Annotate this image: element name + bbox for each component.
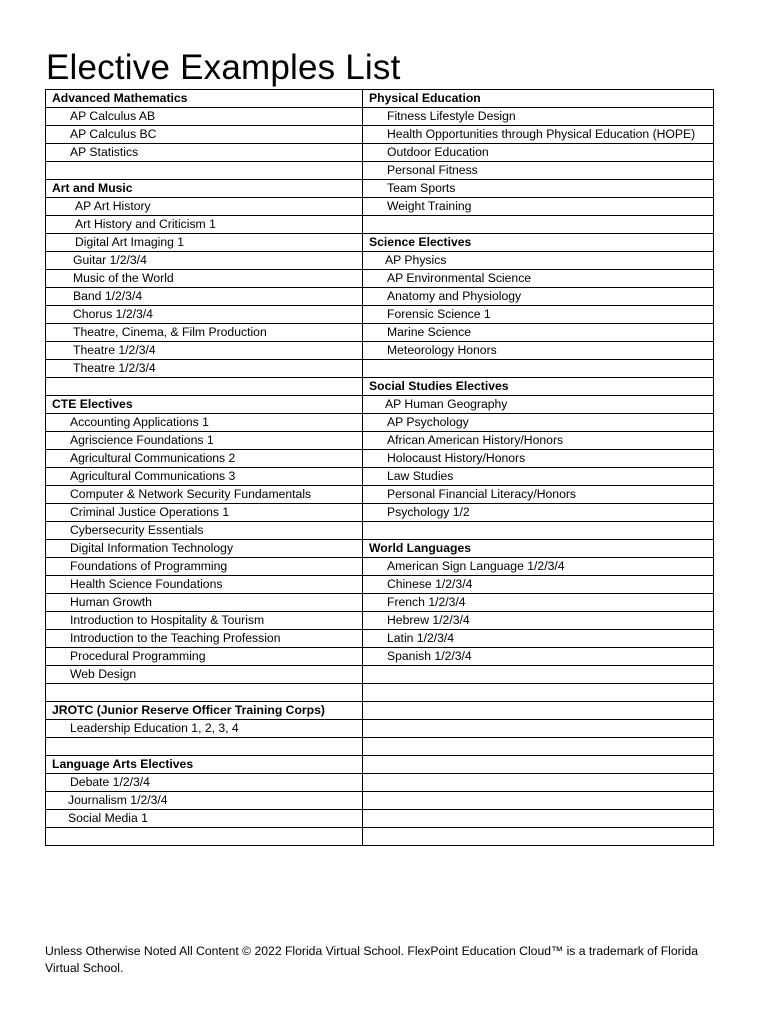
- right-column-cell: [363, 612, 714, 630]
- left-column-cell: [46, 594, 363, 612]
- left-column-cell: [46, 702, 363, 720]
- course-name: Theatre 1/2/3/4: [73, 361, 156, 375]
- left-column-cell: [46, 126, 363, 144]
- right-column-cell: [363, 162, 714, 180]
- table-row: [46, 180, 714, 198]
- course-name: Weight Training: [387, 199, 472, 213]
- table-row: [46, 774, 714, 792]
- right-column-cell: [363, 306, 714, 324]
- course-name: Forensic Science 1: [387, 307, 491, 321]
- course-name: Anatomy and Physiology: [387, 289, 522, 303]
- table-row: [46, 522, 714, 540]
- table-row: [46, 216, 714, 234]
- right-column-cell: [363, 648, 714, 666]
- course-name: AP Physics: [385, 253, 447, 267]
- course-name: Health Science Foundations: [70, 577, 223, 591]
- left-column-cell: [46, 612, 363, 630]
- course-name: Guitar 1/2/3/4: [73, 253, 147, 267]
- right-column-cell: [363, 774, 714, 792]
- table-row: [46, 738, 714, 756]
- left-column-cell: [46, 180, 363, 198]
- table-row: [46, 342, 714, 360]
- course-name: Psychology 1/2: [387, 505, 470, 519]
- left-column-cell: [46, 378, 363, 396]
- table-row: [46, 450, 714, 468]
- right-column-cell: [363, 792, 714, 810]
- right-column-cell: [363, 684, 714, 702]
- left-column-cell: [46, 576, 363, 594]
- table-row: [46, 486, 714, 504]
- course-name: American Sign Language 1/2/3/4: [387, 559, 565, 573]
- course-name: AP Calculus BC: [70, 127, 157, 141]
- right-column-cell: [363, 504, 714, 522]
- right-column-cell: [363, 540, 714, 558]
- left-column-cell: [46, 738, 363, 756]
- course-name: Holocaust History/Honors: [387, 451, 526, 465]
- course-name: Team Sports: [387, 181, 456, 195]
- course-name: Band 1/2/3/4: [73, 289, 143, 303]
- left-column-cell: [46, 342, 363, 360]
- table-row: [46, 306, 714, 324]
- left-column-cell: [46, 306, 363, 324]
- right-column-cell: [363, 342, 714, 360]
- course-name: Digital Art Imaging 1: [75, 235, 185, 249]
- left-column-cell: [46, 558, 363, 576]
- course-name: Theatre, Cinema, & Film Production: [73, 325, 267, 339]
- right-column-cell: [363, 396, 714, 414]
- table-row: [46, 126, 714, 144]
- category-heading: JROTC (Junior Reserve Officer Training Corps): [52, 703, 325, 717]
- right-column-cell: [363, 756, 714, 774]
- right-column-cell: [363, 126, 714, 144]
- course-name: Social Media 1: [68, 811, 148, 825]
- left-column-cell: [46, 144, 363, 162]
- category-heading: Advanced Mathematics: [52, 91, 188, 105]
- course-name: Health Opportunities through Physical Education (HOPE): [387, 127, 696, 141]
- course-name: Web Design: [70, 667, 137, 681]
- course-name: Spanish 1/2/3/4: [387, 649, 472, 663]
- course-name: Personal Fitness: [387, 163, 478, 177]
- right-column-cell: [363, 270, 714, 288]
- table-row: [46, 630, 714, 648]
- left-column-cell: [46, 234, 363, 252]
- right-column-cell: [363, 558, 714, 576]
- table-row: [46, 378, 714, 396]
- left-column-cell: [46, 522, 363, 540]
- course-name: AP Psychology: [387, 415, 469, 429]
- course-name: Criminal Justice Operations 1: [70, 505, 230, 519]
- left-column-cell: [46, 630, 363, 648]
- course-name: AP Human Geography: [385, 397, 508, 411]
- left-column-cell: [46, 162, 363, 180]
- right-column-cell: [363, 90, 714, 108]
- course-name: Digital Information Technology: [70, 541, 234, 555]
- table-row: [46, 468, 714, 486]
- table-row: [46, 576, 714, 594]
- right-column-cell: [363, 522, 714, 540]
- course-name: AP Environmental Science: [387, 271, 532, 285]
- right-column-cell: [363, 180, 714, 198]
- table-row: [46, 162, 714, 180]
- left-column-cell: [46, 774, 363, 792]
- left-column-cell: [46, 450, 363, 468]
- electives-table-body: [46, 90, 714, 846]
- left-column-cell: [46, 666, 363, 684]
- left-column-cell: [46, 324, 363, 342]
- table-row: [46, 360, 714, 378]
- right-column-cell: [363, 144, 714, 162]
- table-row: [46, 828, 714, 846]
- right-column-cell: [363, 360, 714, 378]
- table-row: [46, 720, 714, 738]
- right-column-cell: [363, 666, 714, 684]
- right-column-cell: [363, 702, 714, 720]
- table-row: [46, 666, 714, 684]
- right-column-cell: [363, 468, 714, 486]
- course-name: Agricultural Communications 3: [70, 469, 236, 483]
- course-name: AP Art History: [75, 199, 151, 213]
- right-column-cell: [363, 594, 714, 612]
- table-row: [46, 432, 714, 450]
- left-column-cell: [46, 414, 363, 432]
- category-heading: CTE Electives: [52, 397, 133, 411]
- table-row: [46, 288, 714, 306]
- right-column-cell: [363, 720, 714, 738]
- table-row: [46, 90, 714, 108]
- table-row: [46, 594, 714, 612]
- left-column-cell: [46, 504, 363, 522]
- course-name: Agriscience Foundations 1: [70, 433, 214, 447]
- course-name: Meteorology Honors: [387, 343, 497, 357]
- course-name: Marine Science: [387, 325, 471, 339]
- right-column-cell: [363, 630, 714, 648]
- course-name: Outdoor Education: [387, 145, 489, 159]
- right-column-cell: [363, 324, 714, 342]
- right-column-cell: [363, 288, 714, 306]
- category-heading: Language Arts Electives: [52, 757, 194, 771]
- course-name: AP Calculus AB: [70, 109, 156, 123]
- table-row: [46, 396, 714, 414]
- left-column-cell: [46, 540, 363, 558]
- left-column-cell: [46, 216, 363, 234]
- copyright-footer: Unless Otherwise Noted All Content © 2022 Florida Virtual School. FlexPoint Education Cloud™ is a trademark of Florida Virtual School.: [45, 944, 698, 975]
- table-row: [46, 756, 714, 774]
- course-name: Introduction to the Teaching Profession: [70, 631, 281, 645]
- course-name: Law Studies: [387, 469, 454, 483]
- table-row: [46, 792, 714, 810]
- right-column-cell: [363, 414, 714, 432]
- course-name: Debate 1/2/3/4: [70, 775, 150, 789]
- right-column-cell: [363, 450, 714, 468]
- left-column-cell: [46, 90, 363, 108]
- left-column-cell: [46, 432, 363, 450]
- course-name: Personal Financial Literacy/Honors: [387, 487, 576, 501]
- course-name: Foundations of Programming: [70, 559, 228, 573]
- left-column-cell: [46, 720, 363, 738]
- right-column-cell: [363, 108, 714, 126]
- left-column-cell: [46, 648, 363, 666]
- table-row: [46, 270, 714, 288]
- right-column-cell: [363, 378, 714, 396]
- course-name: Introduction to Hospitality & Tourism: [70, 613, 265, 627]
- right-column-cell: [363, 738, 714, 756]
- table-row: [46, 144, 714, 162]
- category-heading: Science Electives: [369, 235, 472, 249]
- course-name: Chorus 1/2/3/4: [73, 307, 153, 321]
- table-row: [46, 810, 714, 828]
- course-name: Leadership Education 1, 2, 3, 4: [70, 721, 239, 735]
- left-column-cell: [46, 684, 363, 702]
- left-column-cell: [46, 828, 363, 846]
- course-name: Chinese 1/2/3/4: [387, 577, 473, 591]
- left-column-cell: [46, 792, 363, 810]
- left-column-cell: [46, 252, 363, 270]
- table-row: [46, 414, 714, 432]
- table-row: [46, 684, 714, 702]
- course-name: French 1/2/3/4: [387, 595, 466, 609]
- table-row: [46, 648, 714, 666]
- right-column-cell: [363, 828, 714, 846]
- course-name: Art History and Criticism 1: [75, 217, 216, 231]
- right-column-cell: [363, 234, 714, 252]
- table-row: [46, 108, 714, 126]
- left-column-cell: [46, 198, 363, 216]
- category-heading: Physical Education: [369, 91, 481, 105]
- table-row: [46, 558, 714, 576]
- course-name: African American History/Honors: [387, 433, 564, 447]
- table-row: [46, 702, 714, 720]
- course-name: Hebrew 1/2/3/4: [387, 613, 470, 627]
- table-row: [46, 504, 714, 522]
- left-column-cell: [46, 108, 363, 126]
- course-name: AP Statistics: [70, 145, 139, 159]
- right-column-cell: [363, 432, 714, 450]
- left-column-cell: [46, 810, 363, 828]
- course-name: Human Growth: [70, 595, 152, 609]
- left-column-cell: [46, 270, 363, 288]
- course-name: Computer & Network Security Fundamentals: [70, 487, 312, 501]
- table-row: [46, 252, 714, 270]
- course-name: Theatre 1/2/3/4: [73, 343, 156, 357]
- course-name: Agricultural Communications 2: [70, 451, 236, 465]
- table-row: [46, 324, 714, 342]
- left-column-cell: [46, 396, 363, 414]
- course-name: Accounting Applications 1: [70, 415, 209, 429]
- course-name: Music of the World: [73, 271, 174, 285]
- left-column-cell: [46, 468, 363, 486]
- course-name: Procedural Programming: [70, 649, 206, 663]
- right-column-cell: [363, 216, 714, 234]
- category-heading: Social Studies Electives: [369, 379, 509, 393]
- left-column-cell: [46, 288, 363, 306]
- electives-table: [45, 89, 714, 846]
- course-name: Journalism 1/2/3/4: [68, 793, 168, 807]
- table-row: [46, 540, 714, 558]
- right-column-cell: [363, 576, 714, 594]
- left-column-cell: [46, 360, 363, 378]
- right-column-cell: [363, 486, 714, 504]
- category-heading: World Languages: [369, 541, 472, 555]
- right-column-cell: [363, 252, 714, 270]
- table-row: [46, 612, 714, 630]
- right-column-cell: [363, 198, 714, 216]
- table-row: [46, 198, 714, 216]
- course-name: Cybersecurity Essentials: [70, 523, 204, 537]
- left-column-cell: [46, 756, 363, 774]
- left-column-cell: [46, 486, 363, 504]
- right-column-cell: [363, 810, 714, 828]
- table-row: [46, 234, 714, 252]
- course-name: Latin 1/2/3/4: [387, 631, 455, 645]
- course-name: Fitness Lifestyle Design: [387, 109, 516, 123]
- page-title: Elective Examples List: [46, 48, 401, 87]
- category-heading: Art and Music: [52, 181, 133, 195]
